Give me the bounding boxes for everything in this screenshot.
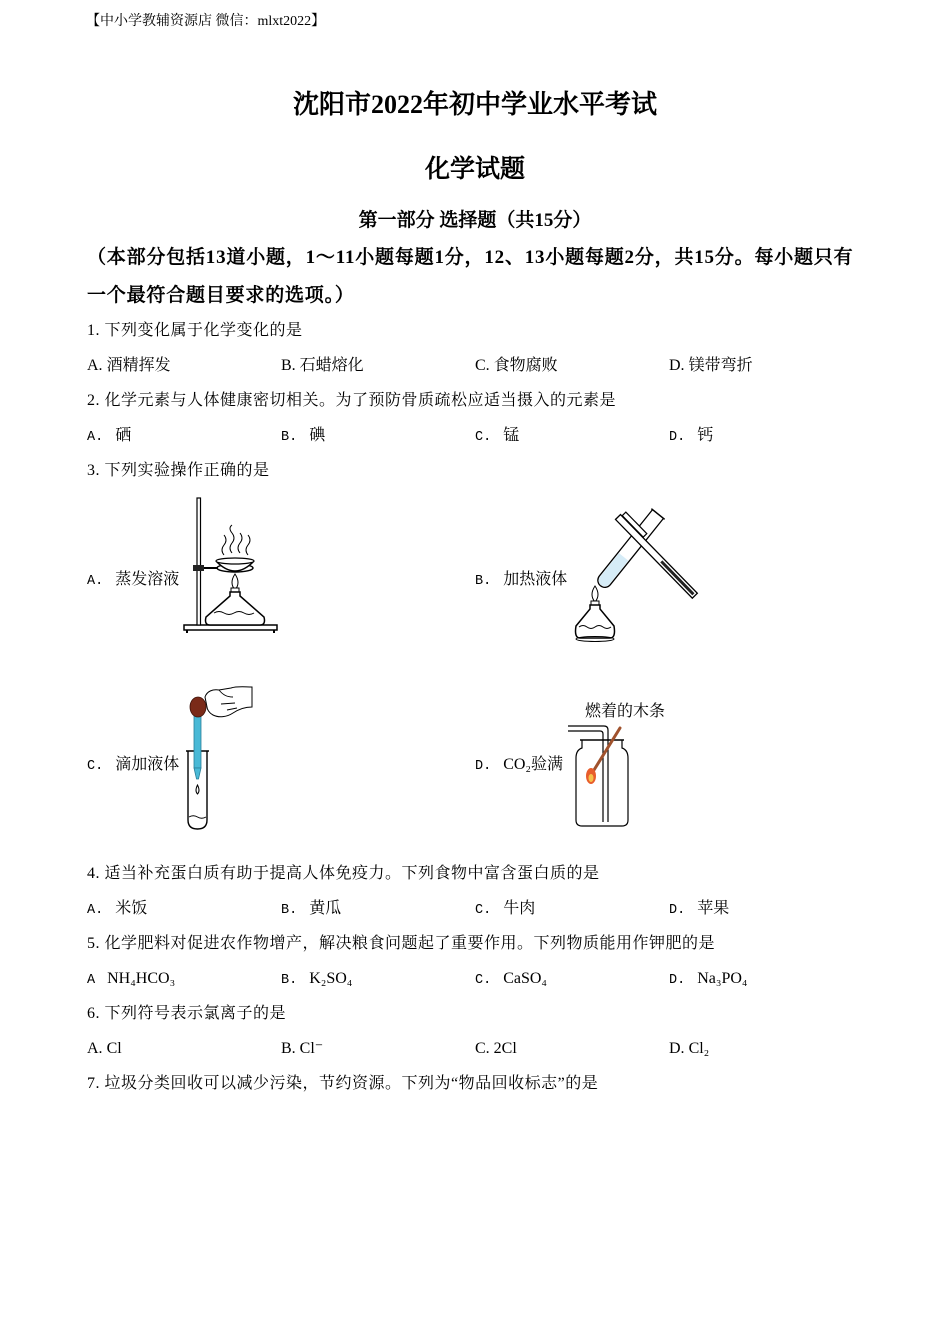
question-6-stem: 6. 下列符号表示氯离子的是 xyxy=(87,1005,287,1022)
stand-clamp xyxy=(193,565,204,571)
option-label: C. xyxy=(475,1040,490,1057)
option-text: NH₄HCO₃ xyxy=(107,970,176,987)
alcohol-lamp xyxy=(206,592,265,625)
question-1-options xyxy=(0,356,950,376)
option-d xyxy=(669,899,729,921)
header-watermark: 【中小学教辅资源店 微信：mlxt2022】 xyxy=(86,14,326,29)
gas-bottle xyxy=(576,740,628,826)
hand-outline xyxy=(205,687,252,717)
option-text: 硒 xyxy=(115,427,132,444)
holder-grip xyxy=(660,560,694,595)
question-2-stem: 2. 化学元素与人体健康密切相关。为了预防骨质疏松应适当摄入的元素是 xyxy=(87,392,617,409)
stand-rod xyxy=(197,498,201,625)
option-b xyxy=(475,570,567,592)
option-label: D. xyxy=(669,903,686,918)
option-label: A. xyxy=(87,574,104,589)
option-c xyxy=(87,755,179,777)
steam xyxy=(246,535,250,555)
option-text: 碘 xyxy=(309,427,326,444)
option-text: 镁带弯折 xyxy=(688,357,753,374)
liquid-drop xyxy=(196,785,199,794)
option-label: A. xyxy=(87,430,104,445)
question-5-stem: 5. 化学肥料对促进农作物增产，解决粮食问题起了重要作用。下列物质能用作钾肥的是 xyxy=(87,935,716,952)
option-text: Na₃PO₄ xyxy=(697,970,748,987)
option-c xyxy=(475,426,519,448)
option-text: Cl xyxy=(106,1040,122,1057)
question-2-options xyxy=(0,426,950,446)
alcohol-lamp xyxy=(576,605,615,638)
evaporation-apparatus-figure xyxy=(180,495,280,637)
option-label: D. xyxy=(669,973,686,988)
option-c xyxy=(475,356,558,376)
co2-check-figure xyxy=(566,722,636,830)
option-label: B. xyxy=(281,1040,296,1057)
question-7-stem: 7. 垃圾分类回收可以减少污染，节约资源。下列为“物品回收标志”的是 xyxy=(87,1075,599,1092)
steam xyxy=(230,525,234,553)
option-label: A. xyxy=(87,903,104,918)
option-d xyxy=(669,1039,709,1059)
section-heading: 第一部分 选择题（共15分） xyxy=(358,210,592,231)
option-text: Cl₂ xyxy=(688,1040,710,1057)
option-d xyxy=(475,755,563,777)
question-5-options xyxy=(0,969,950,989)
option-d xyxy=(669,356,753,376)
option-text: Cl⁻ xyxy=(299,1040,324,1057)
option-label: A. xyxy=(87,1040,103,1057)
option-text: 蒸发溶液 xyxy=(115,571,180,588)
option-text: 食物腐败 xyxy=(493,357,558,374)
question-3-options-ab xyxy=(0,570,950,590)
evaporating-dish-rim xyxy=(216,558,254,564)
section-instructions-line-1: （本部分包括13道小题，1～11小题每题1分，12、13小题每题2分，共15分。每小题只有 xyxy=(87,247,854,268)
option-text: 锰 xyxy=(503,427,520,444)
option-label: B. xyxy=(281,903,298,918)
burning-stick-caption: 燃着的木条 xyxy=(585,703,666,720)
section-instructions-line-2: 一个最符合题目要求的选项。） xyxy=(87,285,355,306)
option-b xyxy=(281,899,341,921)
option-text: 加热液体 xyxy=(503,571,568,588)
option-label: B. xyxy=(281,357,296,374)
dropping-liquid-figure xyxy=(183,683,255,831)
option-label: C. xyxy=(475,357,490,374)
question-3-stem: 3. 下列实验操作正确的是 xyxy=(87,462,270,479)
option-b xyxy=(281,426,325,448)
option-a xyxy=(87,1039,122,1059)
option-b xyxy=(281,1039,323,1059)
option-label: D. xyxy=(475,759,492,774)
option-text: 苹果 xyxy=(697,900,730,917)
question-4-options xyxy=(0,899,950,919)
option-label: D. xyxy=(669,430,686,445)
option-label: C. xyxy=(475,430,492,445)
test-tube-rim xyxy=(651,509,664,520)
option-label: B. xyxy=(281,430,298,445)
option-text: CO₂验满 xyxy=(503,756,564,773)
option-b xyxy=(281,356,364,376)
option-a xyxy=(87,426,131,448)
option-text: 米饭 xyxy=(115,900,148,917)
question-1-stem: 1. 下列变化属于化学变化的是 xyxy=(87,322,303,339)
wooden-stick xyxy=(594,728,620,770)
option-d xyxy=(669,426,713,448)
option-text: 石蜡熔化 xyxy=(299,357,364,374)
question-4-stem: 4. 适当补充蛋白质有助于提高人体免疫力。下列食物中富含蛋白质的是 xyxy=(87,865,600,882)
option-label: D. xyxy=(669,357,685,374)
dropper-tip xyxy=(194,768,201,779)
option-text: 黄瓜 xyxy=(309,900,342,917)
option-text: 2Cl xyxy=(493,1040,517,1057)
question-3-options-cd xyxy=(0,755,950,775)
steam xyxy=(238,533,242,553)
option-a xyxy=(87,899,147,921)
lamp-flame xyxy=(592,586,598,602)
test-tube-liquid xyxy=(189,816,206,819)
option-text: 钙 xyxy=(697,427,714,444)
heating-liquid-figure xyxy=(568,508,700,644)
option-a xyxy=(87,570,179,592)
option-text: CaSO₄ xyxy=(503,970,548,987)
option-c xyxy=(475,899,535,921)
exam-title: 沈阳市2022年初中学业水平考试 xyxy=(292,90,657,119)
option-label: C. xyxy=(475,973,492,988)
option-a xyxy=(87,969,175,991)
option-text: K₂SO₄ xyxy=(309,970,353,987)
option-d xyxy=(669,969,747,991)
option-label: B. xyxy=(281,973,298,988)
option-label: A. xyxy=(87,357,103,374)
option-a xyxy=(87,356,171,376)
option-label: C. xyxy=(475,903,492,918)
steam xyxy=(222,535,226,555)
exam-subtitle: 化学试题 xyxy=(424,156,525,183)
option-text: 酒精挥发 xyxy=(106,357,171,374)
question-6-options xyxy=(0,1039,950,1059)
stick-flame-core xyxy=(589,774,594,782)
dropper-tube xyxy=(194,716,201,768)
option-label: B. xyxy=(475,574,492,589)
test-tube-liquid xyxy=(596,553,628,589)
option-c xyxy=(475,1039,517,1059)
option-label: C. xyxy=(87,759,104,774)
option-label: D. xyxy=(669,1040,685,1057)
dropper-bulb xyxy=(190,697,206,717)
option-b xyxy=(281,969,352,991)
option-text: 牛肉 xyxy=(503,900,536,917)
option-text: 滴加液体 xyxy=(115,756,180,773)
option-c xyxy=(475,969,547,991)
test-tube-holder xyxy=(615,511,700,598)
option-label: A xyxy=(87,973,96,988)
